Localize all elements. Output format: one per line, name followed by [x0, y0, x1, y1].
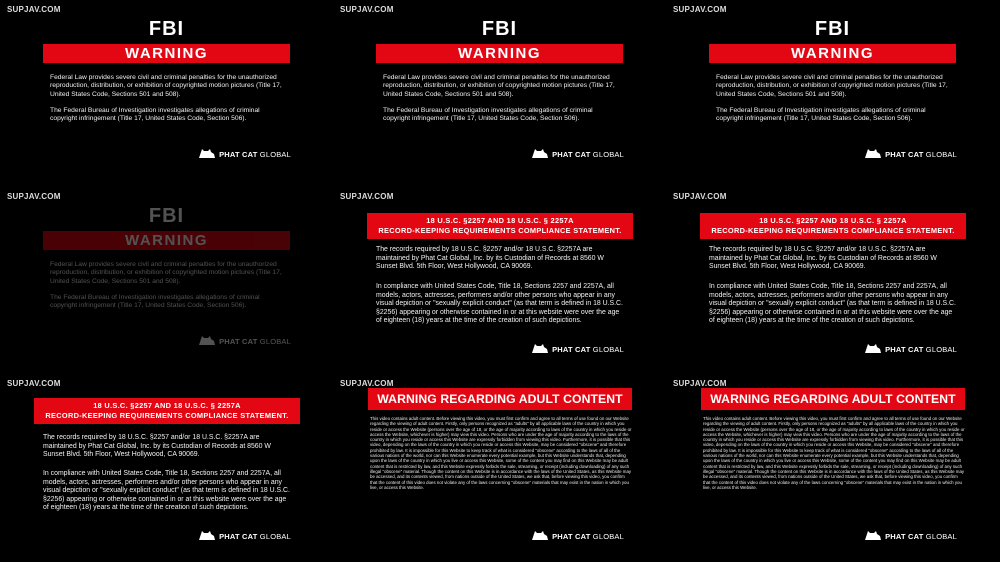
fbi-title: FBI [148, 205, 185, 227]
phat-cat-logo [531, 343, 624, 355]
watermark: SUPJAV.COM [340, 5, 394, 14]
cat-icon [198, 148, 216, 160]
watermark: SUPJAV.COM [673, 5, 727, 14]
fbi-warning-frame-3 [666, 0, 999, 187]
logo-text: PHAT CAT GLOBAL [219, 149, 291, 159]
cat-icon [531, 343, 549, 355]
recordkeeping-paragraph-1: The records required by 18 U.S.C. §2257 and/or 18 U.S.C. §2257A are maintained by Phat Cat Global, Inc. by its Custodian of Records at 8560 W Sunset Blvd. 5th Floor, West Hollywood, CA 90069. [43, 434, 271, 459]
adult-warning-banner: WARNING REGARDING ADULT CONTENT [368, 388, 632, 410]
recordkeeping-paragraph-1: The records required by 18 U.S.C. §2257 and/or 18 U.S.C. §2257A are maintained by Phat Cat Global, Inc. by its Custodian of Records at 8560 W Sunset Blvd. 5th Floor, West Hollywood, CA 90069. [376, 246, 604, 271]
recordkeeping-title-line1: 18 U.S.C. §2257 AND 18 U.S.C. § 2257A [426, 216, 574, 225]
watermark: SUPJAV.COM [673, 379, 727, 388]
recordkeeping-frame-1 [333, 187, 666, 374]
adult-content-frame-1 [333, 374, 666, 561]
warning-banner: WARNING [709, 44, 956, 63]
logo-text: PHAT CAT GLOBAL [552, 531, 624, 541]
recordkeeping-title-line2: RECORD-KEEPING REQUIREMENTS COMPLIANCE STATEMENT. [378, 226, 622, 235]
fbi-paragraph-1: Federal Law provides severe civil and criminal penalties for the unauthorized reproduction, distribution, or exhibition of copyrighted motion pictures (Title 17, United States Code, Sections 501 and 508). [383, 74, 615, 98]
watermark: SUPJAV.COM [340, 192, 394, 201]
fbi-paragraph-2: The Federal Bureau of Investigation investigates allegations of criminal copyright infringement (Title 17, United States Code, Section 506). [50, 107, 260, 123]
watermark: SUPJAV.COM [340, 379, 394, 388]
watermark: SUPJAV.COM [7, 192, 61, 201]
adult-content-frame-2 [666, 374, 999, 561]
fbi-paragraph-2: The Federal Bureau of Investigation investigates allegations of criminal copyright infringement (Title 17, United States Code, Section 506). [383, 107, 593, 123]
watermark: SUPJAV.COM [7, 379, 61, 388]
fbi-warning-frame-2 [333, 0, 666, 187]
recordkeeping-paragraph-2: In compliance with United States Code, Title 18, Sections 2257 and 2257A, all models, actors, actresses, performers and/or other persons who appear in any visual depiction or "sexually explicit conduct" (as that term is defined in 18 U.S.C. §2256) appearing or otherwise contained in or at this website were over the age of eighteen (18) years at the time of the creation of such depictions. [709, 283, 956, 325]
logo-text: PHAT CAT GLOBAL [552, 149, 624, 159]
logo-text: PHAT CAT GLOBAL [219, 531, 291, 541]
fbi-title: FBI [481, 18, 518, 40]
cat-icon [864, 148, 882, 160]
recordkeeping-frame-2 [666, 187, 999, 374]
phat-cat-logo [198, 530, 291, 542]
logo-text: PHAT CAT GLOBAL [885, 149, 957, 159]
adult-warning-banner: WARNING REGARDING ADULT CONTENT [701, 388, 965, 410]
adult-warning-body: This video contains adult content. Before viewing this video, you must first confirm and agree to all terms of use found on our Website regarding the viewing of adult content. Firstly, only persons recognized as "adults" by all applicable laws of the country in which you reside or access the Website (persons over the age of 18, or the age of majority according to laws of the country in which you reside or access the Website, whichever is higher) may view this video. Persons who are under the age of majority according to the laws of the country in which you reside or access this Website are expressly forbidden from viewing this video. Furthermore, it is possible that this video, depending on the laws of the country in which you reside or access this Website, may be considered "obscene" and therefore prohibited by law. It is impossible for this Website to keep track of what is considered "obscene" according to the laws of all of the various nations of the world, nor can this Website enumerate every potential example, but this Website understands that, depending upon the laws of the country in which you live or access this Website, some of the content you may find on this Website may be adult content that is restricted by law, and this Website expressly forbids the sale, streaming, or receipt (including downloading) of any such illegal "obscene" material. Though the content on this Website is in accordance with the laws of the United States, as this Website may be accessed, and its contents viewed, from nations outside of the United States, we ask that, before viewing this video, you confirm that the content of this video does not violate any of the laws concerning "obscene" materials that may exist in the nation in which you live, or access this Website. [370, 416, 632, 490]
recordkeeping-paragraph-1: The records required by 18 U.S.C. §2257 and/or 18 U.S.C. §2257A are maintained by Phat Cat Global, Inc. by its Custodian of Records at 8560 W Sunset Blvd. 5th Floor, West Hollywood, CA 90069. [709, 246, 937, 271]
cat-icon [864, 530, 882, 542]
recordkeeping-banner [700, 213, 966, 239]
fbi-paragraph-1: Federal Law provides severe civil and criminal penalties for the unauthorized reproduction, distribution, or exhibition of copyrighted motion pictures (Title 17, United States Code, Sections 501 and 508). [50, 261, 282, 285]
warning-banner: WARNING [43, 44, 290, 63]
fbi-warning-frame-faded [0, 187, 333, 374]
logo-text: PHAT CAT GLOBAL [552, 344, 624, 354]
cat-icon [531, 148, 549, 160]
phat-cat-logo [198, 148, 291, 160]
phat-cat-logo [864, 343, 957, 355]
recordkeeping-title-line1: 18 U.S.C. §2257 AND 18 U.S.C. § 2257A [93, 401, 241, 410]
cat-icon [198, 530, 216, 542]
phat-cat-logo [531, 148, 624, 160]
warning-banner: WARNING [376, 44, 623, 63]
logo-text: PHAT CAT GLOBAL [885, 531, 957, 541]
fbi-title: FBI [148, 18, 185, 40]
adult-warning-body: This video contains adult content. Before viewing this video, you must first confirm and agree to all terms of use found on our Website regarding the viewing of adult content. Firstly, only persons recognized as "adults" by all applicable laws of the country in which you reside or access the Website (persons over the age of 18, or the age of majority according to laws of the country in which you reside or access the Website, whichever is higher) may view this video. Persons who are under the age of majority according to the laws of the country in which you reside or access this Website are expressly forbidden from viewing this video. Furthermore, it is possible that this video, depending on the laws of the country in which you reside or access this Website, may be considered "obscene" and therefore prohibited by law. It is impossible for this Website to keep track of what is considered "obscene" according to the laws of all of the various nations of the world, nor can this Website enumerate every potential example, but this Website understands that, depending upon the laws of the country in which you live or access this Website, some of the content you may find on this Website may be adult content that is restricted by law, and this Website expressly forbids the sale, streaming, or receipt (including downloading) of any such illegal "obscene" material. Though the content on this Website is in accordance with the laws of the United States, as this Website may be accessed, and its contents viewed, from nations outside of the United States, we ask that, before viewing this video, you confirm that the content of this video does not violate any of the laws concerning "obscene" materials that may exist in the nation in which you live, or access this Website. [703, 416, 965, 490]
warning-banner: WARNING [43, 231, 290, 250]
recordkeeping-title-line2: RECORD-KEEPING REQUIREMENTS COMPLIANCE STATEMENT. [45, 411, 289, 420]
recordkeeping-banner [367, 213, 633, 239]
recordkeeping-banner [34, 398, 300, 424]
recordkeeping-title-line2: RECORD-KEEPING REQUIREMENTS COMPLIANCE STATEMENT. [711, 226, 955, 235]
recordkeeping-paragraph-2: In compliance with United States Code, Title 18, Sections 2257 and 2257A, all models, actors, actresses, performers and/or other persons who appear in any visual depiction or "sexually explicit conduct" (as that term is defined in 18 U.S.C. §2256) appearing or otherwise contained in or at this website were over the age of eighteen (18) years at the time of the creation of such depictions. [376, 283, 623, 325]
fbi-warning-frame-1 [0, 0, 333, 187]
watermark: SUPJAV.COM [673, 192, 727, 201]
cat-icon [864, 343, 882, 355]
cat-icon [198, 335, 216, 347]
recordkeeping-paragraph-2: In compliance with United States Code, Title 18, Sections 2257 and 2257A, all models, actors, actresses, performers and/or other persons who appear in any visual depiction or "sexually explicit conduct" (as that term is defined in 18 U.S.C. §2256) appearing or otherwise contained in or at this website were over the age of eighteen (18) years at the time of the creation of such depictions. [43, 470, 290, 512]
fbi-paragraph-1: Federal Law provides severe civil and criminal penalties for the unauthorized reproduction, distribution, or exhibition of copyrighted motion pictures (Title 17, United States Code, Sections 501 and 508). [50, 74, 282, 98]
recordkeeping-frame-3 [0, 374, 333, 561]
phat-cat-logo [864, 530, 957, 542]
watermark: SUPJAV.COM [7, 5, 61, 14]
fbi-paragraph-1: Federal Law provides severe civil and criminal penalties for the unauthorized reproduction, distribution, or exhibition of copyrighted motion pictures (Title 17, United States Code, Sections 501 and 508). [716, 74, 948, 98]
fbi-title: FBI [814, 18, 851, 40]
fbi-paragraph-2: The Federal Bureau of Investigation investigates allegations of criminal copyright infringement (Title 17, United States Code, Section 506). [50, 294, 260, 310]
recordkeeping-title-line1: 18 U.S.C. §2257 AND 18 U.S.C. § 2257A [759, 216, 907, 225]
cat-icon [531, 530, 549, 542]
fbi-paragraph-2: The Federal Bureau of Investigation investigates allegations of criminal copyright infringement (Title 17, United States Code, Section 506). [716, 107, 926, 123]
phat-cat-logo [198, 335, 291, 347]
logo-text: PHAT CAT GLOBAL [219, 336, 291, 346]
phat-cat-logo [864, 148, 957, 160]
logo-text: PHAT CAT GLOBAL [885, 344, 957, 354]
phat-cat-logo [531, 530, 624, 542]
